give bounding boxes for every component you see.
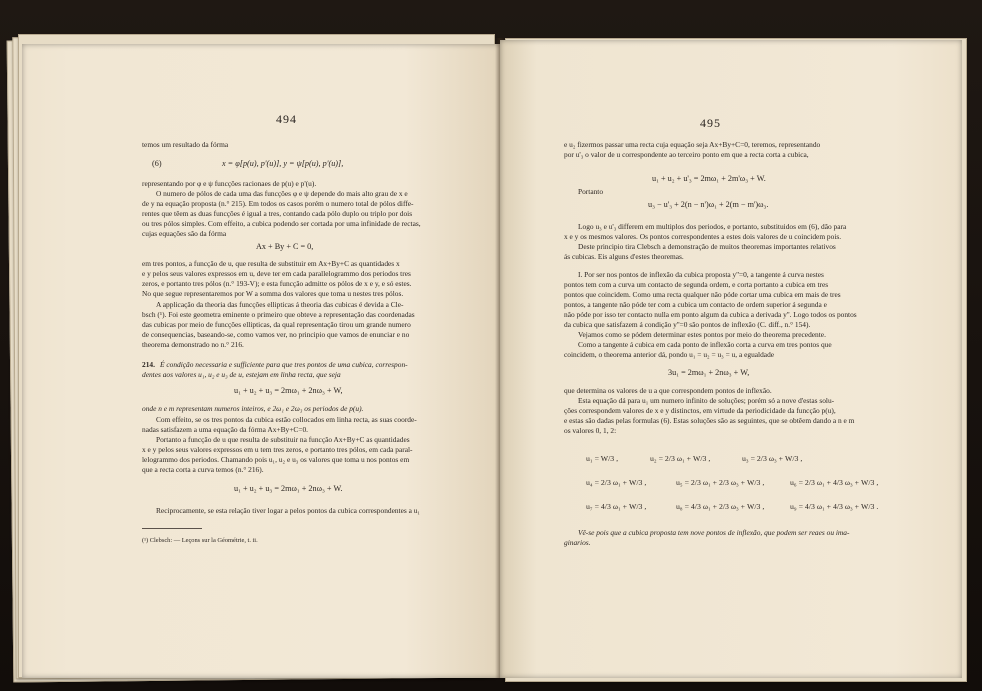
text-line: Logo u₃ e u'₃ differem em multiplos dos periodos, e portanto, substituidos em (6), dão para bbox=[578, 222, 847, 231]
solution-formula: u₁ = W/3 , bbox=[586, 454, 619, 463]
text-line: pontos tem com a curva um contacto de segunda ordem, e corta portanto a cubica em tres bbox=[564, 280, 829, 289]
text-line: das cubicas por meio de funcções ellipticas, da qual representação tirou um grande numero bbox=[142, 320, 411, 329]
equation: u₃ − u'₃ + 2(n − n')ω₁ + 2(m − m')ω₃. bbox=[648, 200, 769, 209]
text-line: de y na equação proposta (n.° 215). Em todos os casos porém o numero total de pólos diffe- bbox=[142, 199, 414, 208]
text-line: Reciprocamente, se esta relação tiver logar a pelos pontos da cubica correspondentes a u₁ bbox=[156, 506, 421, 515]
text-line: ou tres pólos simples. Com effeito, a cubica podendo ser cortada por uma infinidade de rectas, bbox=[142, 219, 421, 228]
footnote: (¹) Clebsch: — Leçons sur la Géométrie, t. ii. bbox=[142, 537, 258, 544]
text-line: O numero de pólos de cada uma das funcções φ e ψ depende do mais alto grau de x e bbox=[156, 189, 408, 198]
solution-formula: u₈ = 4/3 ω₁ + 2/3 ω₃ + W/3 , bbox=[676, 502, 765, 511]
text-line: Esta equação dá para u₁ um numero infinito de soluções; porém só a nove d'estas solu- bbox=[578, 396, 835, 405]
text-line: x e y pelos seus valores expressos em u tem tres zeros, e portanto tres pólos, em cada paral- bbox=[142, 445, 413, 454]
text-line: A applicação da theoria das funcções ellipticas á theoria das cubicas é devida a Cle- bbox=[156, 300, 404, 309]
solution-formula: u₆ = 2/3 ω₁ + 4/3 ω₃ + W/3 , bbox=[790, 478, 879, 487]
text-line: pontos, a tangente não póde ter com a cubica um contacto de ordem superior á segunda e bbox=[564, 300, 827, 309]
text-line: onde n e m representam numeros inteiros, e 2ω₁ e 2ω₃ os periodos de p(u). bbox=[142, 404, 364, 413]
footnote-rule bbox=[142, 528, 202, 529]
equation: u₁ + u₂ + u₃ = 2mω₁ + 2nω₃ + W, bbox=[234, 386, 343, 395]
text-line: nadas satisfazem a uma equação da fórma Ax+By+C=0. bbox=[142, 425, 309, 434]
equation-label: (6) bbox=[152, 159, 162, 168]
text-line: que determina os valores de u a que correspondem pontos de inflexão. bbox=[564, 386, 772, 395]
text-line: e u₂ fizermos passar uma recta cuja equação seja Ax+By+C=0, teremos, representando bbox=[564, 140, 821, 149]
text-line: bsch (¹). Foi este geometra eminente o primeiro que obteve a representação das coordenadas bbox=[142, 310, 415, 319]
text-line: da cubica que satisfazem á condição y''=0 são pontos de inflexão (C. diff., n.° 154). bbox=[564, 320, 811, 329]
text-line: zeros, e portanto tres pólos (n.° 193-V); e esta funcção admitte os pólos de x e y, e só estes. bbox=[142, 279, 412, 288]
section-number: 214. bbox=[142, 360, 155, 369]
solution-formula: u₂ = 2/3 ω₁ + W/3 , bbox=[650, 454, 711, 463]
text-line: Com effeito, se os tres pontos da cubica estão collocados em linha recta, as suas coorde- bbox=[156, 415, 417, 424]
text-line: e estas são dadas pelas formulas (6). Estas soluções são as seguintes, que se obtêem dando a n e m bbox=[564, 416, 855, 425]
text-line: I. Por ser nos pontos de inflexão da cubica proposta y''=0, a tangente á curva nestes bbox=[578, 270, 824, 279]
text-line: rentes que têem as duas funcções é igual a tres, contando cada pólo duplo ou triplo por dois bbox=[142, 209, 413, 218]
solution-formula: u₄ = 2/3 ω₁ + W/3 , bbox=[586, 478, 647, 487]
text-line: em tres pontos, a funcção de u, que resulta de substituir em Ax+By+C as quantidades x bbox=[142, 259, 400, 268]
solution-formula: u₉ = 4/3 ω₁ + 4/3 ω₃ + W/3 . bbox=[790, 502, 879, 511]
text-line: lelogrammo dos periodos. Chamando pois u₁, u₂ e u₃ os valores que toma u nos pontos em bbox=[142, 455, 410, 464]
page-number: 494 bbox=[276, 112, 297, 126]
text-line: ás cubicas. Eis alguns d'estes theoremas. bbox=[564, 252, 684, 261]
solution-formula: u₇ = 4/3 ω₁ + W/3 , bbox=[586, 502, 647, 511]
equation: u₁ + u₂ + u₃ = 2mω₁ + 2nω₃ + W. bbox=[234, 484, 343, 493]
text-line: Deste principio tira Clebsch a demonstração de muitos theoremas importantes relativos bbox=[578, 242, 836, 251]
text-line: dentes aos valores u₁, u₂ e u₃ de u, estejam em linha recta, que seja bbox=[142, 370, 341, 379]
text-line: ções correspondem valores de x e y distinctos, em virtude da periodicidade da funcção p(u), bbox=[564, 406, 836, 415]
equation: u₁ + u₂ + u'₃ = 2mω₁ + 2m'ω₃ + W. bbox=[652, 174, 766, 183]
text-line: Portanto bbox=[578, 187, 604, 196]
text-line: pontos que coincidem. Como uma recta qualquer não póde cortar uma cubica em mais de tres bbox=[564, 290, 841, 299]
equation: 3u₁ = 2mω₁ + 2nω₃ + W, bbox=[668, 368, 750, 377]
solution-formula: u₅ = 2/3 ω₁ + 2/3 ω₃ + W/3 , bbox=[676, 478, 765, 487]
left-page bbox=[22, 44, 500, 678]
text-line: x e y os mesmos valores. Os pontos correspondentes a estes dois valores de u coincidem pois. bbox=[564, 232, 842, 241]
solution-formula: u₃ = 2/3 ω₃ + W/3 , bbox=[742, 454, 803, 463]
section-heading: É condição necessaria e sufficiente para que tres pontos de uma cubica, correspon- bbox=[160, 360, 408, 369]
text-line: temos um resultado da fórma bbox=[142, 140, 229, 149]
text-line: por u'₃ o valor de u correspondente ao terceiro ponto em que a recta corta a cubica, bbox=[564, 150, 809, 159]
text-line: ginarios. bbox=[564, 538, 591, 547]
text-line: theorema demonstrado no n.° 216. bbox=[142, 340, 244, 349]
text-line: os valores 0, 1, 2: bbox=[564, 426, 617, 435]
text-line: Vejamos como se pódem determinar estes pontos por meio do theorema precedente. bbox=[578, 330, 826, 339]
text-line: Vê-se pois que a cubica proposta tem nove pontos de inflexão, que podem ser reaes ou ima- bbox=[578, 528, 850, 537]
equation: Ax + By + C = 0, bbox=[256, 242, 314, 251]
text-line: Como a tangente á cubica em cada ponto de inflexão corta a curva em tres pontos que bbox=[578, 340, 832, 349]
right-page bbox=[500, 40, 962, 678]
page-number: 495 bbox=[700, 116, 721, 130]
text-line: que a recta corta a curva temos (n.° 216). bbox=[142, 465, 264, 474]
text-line: cujas equações são da fórma bbox=[142, 229, 227, 238]
text-line: Portanto a funcção de u que resulta de substituir na funcção Ax+By+C as quantidades bbox=[156, 435, 410, 444]
text-line: não póde por isso ter contacto nulla em ponto algum da cubica a derivada y''. Logo todos os pontos bbox=[564, 310, 857, 319]
text-line: representando por φ e ψ funcções racionaes de p(u) e p'(u). bbox=[142, 179, 317, 188]
text-line: de consequencias, baseando-se, como vamos ver, no principio que vamos de enunciar e no bbox=[142, 330, 410, 339]
text-line: coincidem, o theorema anterior dá, pondo u₁ = u₂ = u₃ = u, a egualdade bbox=[564, 350, 775, 359]
text-line: e y pelos seus valores expressos em u, deve ter em cada parallelogrammo dos periodos tres bbox=[142, 269, 411, 278]
text-line: No que segue representaremos por W a somma dos valores que toma u nestes tres pólos. bbox=[142, 289, 404, 298]
equation: x = φ[p(u), p'(u)], y = ψ[p(u), p'(u)], bbox=[222, 159, 344, 168]
